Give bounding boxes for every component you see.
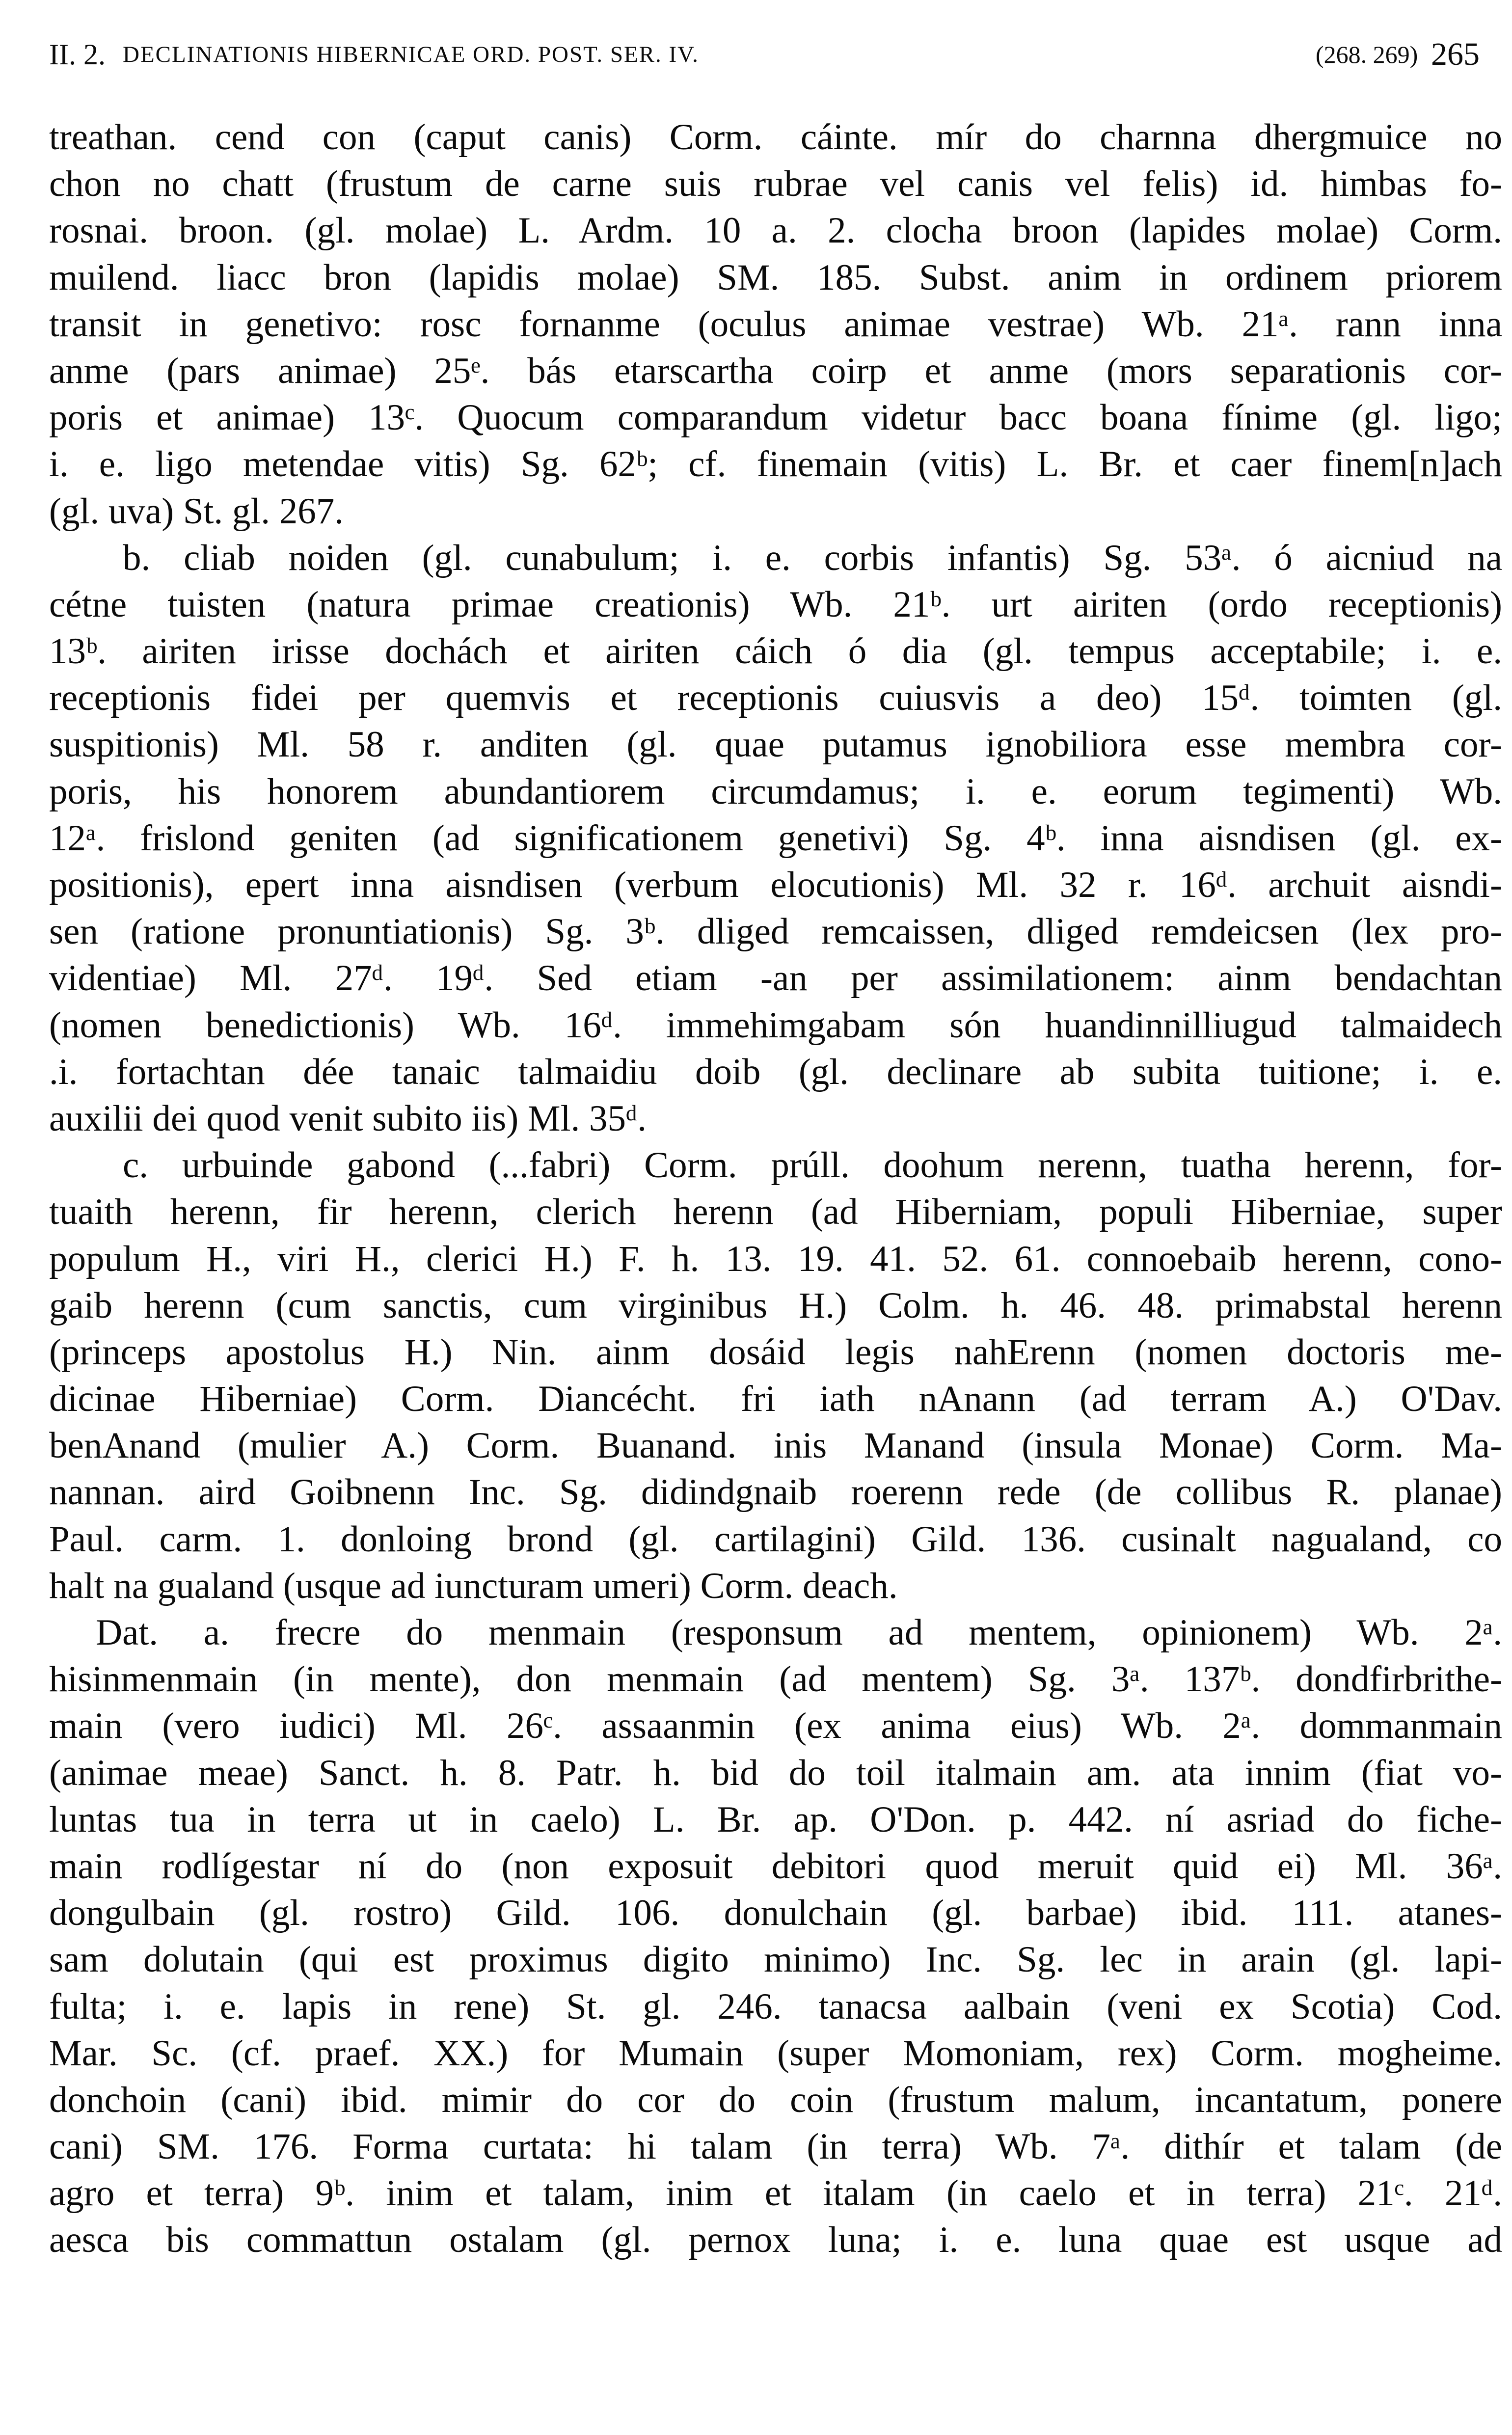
text-line: Paul. carm. 1. donloing brond (gl. cartilagini) Gild. 136. cusinalt nagualand, co [49,1518,1502,1560]
text-line: fulta; i. e. lapis in rene) St. gl. 246. tanacsa aalbain (veni ex Scotia) Cod. [49,1986,1502,2027]
running-title: DECLINATIONIS HIBERNICAE ORD. POST. SER. IV. [123,42,699,67]
text-line: anme (pars animae) 25ᵉ. bás etarscartha coirp et anme (mors separationis cor- [49,350,1502,391]
text-line: hisinmenmain (in mente), don menmain (ad mentem) Sg. 3ᵃ. 137ᵇ. dondfirbrithe- [49,1659,1502,1700]
text-line: dicinae Hiberniae) Corm. Diancécht. fri iath nAnann (ad terram A.) O'Dav. [49,1379,1502,1420]
text-line: halt na gualand (usque ad iuncturam umeri) Corm. deach. [49,1565,898,1606]
text-line: gaib herenn (cum sanctis, cum virginibus H.) Colm. h. 46. 48. primabstal herenn [49,1285,1502,1326]
text-line: 13ᵇ. airiten irisse dochách et airiten cáich ó dia (gl. tempus acceptabile; i. e. [49,631,1502,672]
text-line: muilend. liacc bron (lapidis molae) SM. 185. Subst. anim in ordinem priorem [49,257,1502,298]
text-line: (gl. uva) St. gl. 267. [49,490,344,532]
text-line: auxilii dei quod venit subito iis) Ml. 35ᵈ. [49,1098,647,1139]
text-line: 12ᵃ. frislond geniten (ad significationem genetivi) Sg. 4ᵇ. inna aisndisen (gl. ex- [49,817,1502,859]
text-line: aesca bis commattun ostalam (gl. pernox luna; i. e. luna quae est usque ad [49,2219,1502,2261]
text-line: populum H., viri H., clerici H.) F. h. 13. 19. 41. 52. 61. connoebaib herenn, cono- [49,1238,1502,1279]
text-line: (animae meae) Sanct. h. 8. Patr. h. bid do toil italmain am. ata innim (fiat vo- [49,1752,1502,1793]
text-line: cétne tuisten (natura primae creationis) Wb. 21ᵇ. urt airiten (ordo receptionis) [49,584,1502,625]
text-line: benAnand (mulier A.) Corm. Buanand. inis Manand (insula Monae) Corm. Ma- [49,1425,1502,1466]
text-line: chon no chatt (frustum de carne suis rubrae vel canis vel felis) id. himbas fo- [49,163,1502,205]
text-line: Dat. a. frecre do menmain (responsum ad mentem, opinionem) Wb. 2ᵃ. [96,1612,1502,1653]
text-line: main (vero iudici) Ml. 26ᶜ. assaanmin (ex anima eius) Wb. 2ᵃ. dommanmain [49,1705,1502,1747]
section-number: II. 2. [49,38,106,71]
body-text [49,114,1502,2264]
text-line: poris et animae) 13ᶜ. Quocum comparandum videtur bacc boana fínime (gl. ligo; [49,397,1502,438]
text-line: suspitionis) Ml. 58 r. anditen (gl. quae putamus ignobiliora esse membra cor- [49,724,1502,765]
text-line: sam dolutain (qui est proximus digito minimo) Inc. Sg. lec in arain (gl. lapi- [49,1939,1502,1980]
text-line: dongulbain (gl. rostro) Gild. 106. donulchain (gl. barbae) ibid. 111. atanes- [49,1893,1502,1934]
text-line: videntiae) Ml. 27ᵈ. 19ᵈ. Sed etiam -an per assimilationem: ainm bendachtan [49,958,1502,999]
text-line: donchoin (cani) ibid. mimir do cor do coin (frustum malum, incantatum, ponere [49,2079,1502,2120]
text-line: poris, his honorem abundantiorem circumdamus; i. e. eorum tegimenti) Wb. [49,771,1502,812]
text-line: positionis), epert inna aisndisen (verbum elocutionis) Ml. 32 r. 16ᵈ. archuit aisndi- [49,865,1502,905]
text-line: main rodlígestar ní do (non exposuit debitori quod meruit quid ei) Ml. 36ᵃ. [49,1845,1502,1887]
running-header [49,27,1502,81]
text-line: .i. fortachtan dée tanaic talmaidiu doib (gl. declinare ab subita tuitione; i. e. [49,1051,1502,1092]
text-line: receptionis fidei per quemvis et receptionis cuiusvis a deo) 15ᵈ. toimten (gl. [49,677,1502,719]
text-line: agro et terra) 9ᵇ. inim et talam, inim et italam (in caelo et in terra) 21ᶜ. 21ᵈ. [49,2173,1502,2214]
text-line: c. urbuinde gabond (...fabri) Corm. prúll. doohum nerenn, tuatha herenn, for- [123,1145,1502,1186]
text-line: Mar. Sc. (cf. praef. XX.) for Mumain (super Momoniam, rex) Corm. mogheime. [49,2032,1502,2074]
original-pages: (268. 269) [1316,41,1418,68]
page-number: 265 [1431,36,1480,72]
text-line: (nomen benedictionis) Wb. 16ᵈ. immehimgabam són huandinnilliugud talmaidech [49,1004,1502,1046]
text-line: sen (ratione pronuntiationis) Sg. 3ᵇ. dliged remcaissen, dliged remdeicsen (lex pro- [49,911,1502,952]
text-line: rosnai. broon. (gl. molae) L. Ardm. 10 a. 2. clocha broon (lapides molae) Corm. [49,210,1502,251]
text-line: cani) SM. 176. Forma curtata: hi talam (in terra) Wb. 7ᵃ. dithír et talam (de [49,2126,1502,2167]
text-line: treathan. cend con (caput canis) Corm. cáinte. mír do charnna dhergmuice no [49,117,1502,158]
text-line: b. cliab noiden (gl. cunabulum; i. e. corbis infantis) Sg. 53ᵃ. ó aicniud na [123,537,1502,578]
text-line: i. e. ligo metendae vitis) Sg. 62ᵇ; cf. finemain (vitis) L. Br. et caer finem[n]ach [49,444,1502,485]
text-line: transit in genetivo: rosc fornanme (oculus animae vestrae) Wb. 21ᵃ. rann inna [49,303,1502,345]
text-line: luntas tua in terra ut in caelo) L. Br. ap. O'Don. p. 442. ní asriad do fiche- [49,1799,1502,1840]
text-line: tuaith herenn, fir herenn, clerich herenn (ad Hiberniam, populi Hiberniae, super [49,1191,1502,1233]
text-line: (princeps apostolus H.) Nin. ainm dosáid legis nahErenn (nomen doctoris me- [49,1331,1502,1373]
text-line: nannan. aird Goibnenn Inc. Sg. didindgnaib roerenn rede (de collibus R. planae) [49,1472,1502,1513]
